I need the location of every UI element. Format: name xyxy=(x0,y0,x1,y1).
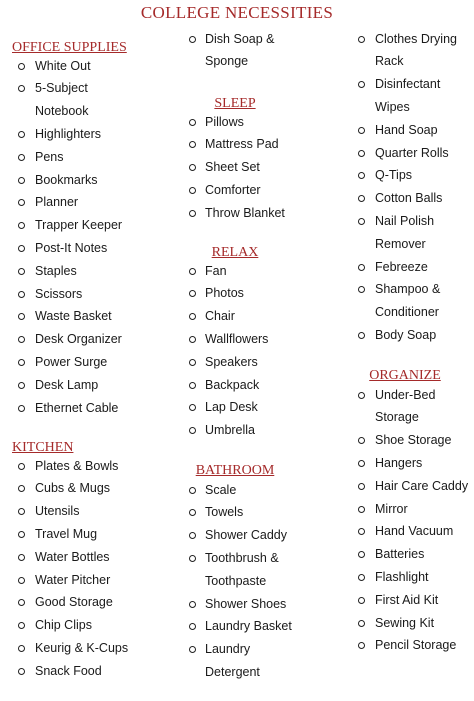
bullet-circle-icon xyxy=(18,599,25,606)
list-item: Bookmarks xyxy=(35,172,98,187)
list-item: Rack xyxy=(375,54,404,69)
list-item: Wallflowers xyxy=(205,332,269,346)
list-item: Pens xyxy=(35,149,64,164)
section-heading-relax: RELAX xyxy=(211,245,259,260)
list-item: Chip Clips xyxy=(35,618,92,633)
list-item: 5-Subject xyxy=(35,81,88,96)
bullet-circle-icon xyxy=(189,119,196,126)
list-item: Sponge xyxy=(205,54,249,69)
bullet-circle-icon xyxy=(18,531,25,538)
bullet-circle-icon xyxy=(358,506,365,513)
list-item: Planner xyxy=(35,195,79,210)
list-item: White Out xyxy=(35,58,91,73)
list-item: Sewing Kit xyxy=(375,615,435,630)
bullet-circle-icon xyxy=(358,620,365,627)
list-item: Scale xyxy=(205,482,237,497)
list-item: Detergent xyxy=(205,665,260,679)
bullet-circle-icon xyxy=(18,313,25,320)
bullet-circle-icon xyxy=(18,668,25,675)
bullet-circle-icon xyxy=(358,150,365,157)
bullet-circle-icon xyxy=(189,601,196,608)
bullet-circle-icon xyxy=(18,85,25,92)
list-item: Lap Desk xyxy=(205,400,258,415)
bullet-circle-icon xyxy=(189,532,196,539)
bullet-circle-icon xyxy=(358,195,365,202)
list-item: Power Surge xyxy=(35,355,108,369)
list-item: Flashlight xyxy=(375,570,429,584)
list-item: Water Bottles xyxy=(35,549,110,564)
list-item: Shower Shoes xyxy=(205,596,287,611)
bullet-circle-icon xyxy=(189,404,196,411)
bullet-circle-icon xyxy=(189,487,196,494)
list-item: Cubs & Mugs xyxy=(35,481,111,496)
section-heading-bathroom: BATHROOM xyxy=(195,463,275,478)
bullet-circle-icon xyxy=(18,463,25,470)
bullet-circle-icon xyxy=(189,210,196,217)
bullet-circle-icon xyxy=(189,187,196,194)
list-item: Batteries xyxy=(375,547,425,562)
bullet-circle-icon xyxy=(358,460,365,467)
bullet-circle-icon xyxy=(18,577,25,584)
list-item: Utensils xyxy=(35,504,80,519)
bullet-circle-icon xyxy=(189,268,196,275)
bullet-circle-icon xyxy=(358,551,365,558)
section-heading-organize: ORGANIZE xyxy=(369,368,441,383)
bullet-circle-icon xyxy=(18,222,25,229)
bullet-circle-icon xyxy=(189,509,196,516)
list-item: Photos xyxy=(205,286,244,301)
bullet-circle-icon xyxy=(18,131,25,138)
bullet-circle-icon xyxy=(358,483,365,490)
list-item: Snack Food xyxy=(35,663,102,678)
section-heading-office-supplies: OFFICE SUPPLIES xyxy=(12,40,127,55)
list-item: Laundry xyxy=(205,642,251,657)
list-item: Post-It Notes xyxy=(35,241,108,255)
list-item: Notebook xyxy=(35,104,89,119)
bullet-circle-icon xyxy=(18,63,25,70)
list-item: Throw Blanket xyxy=(205,205,285,220)
list-item: Scissors xyxy=(35,286,83,301)
list-item: Laundry Basket xyxy=(205,619,292,634)
bullet-circle-icon xyxy=(358,36,365,43)
list-item: Remover xyxy=(375,236,426,251)
list-item: Mattress Pad xyxy=(205,137,279,152)
list-item: Mirror xyxy=(375,501,408,516)
list-item: Cotton Balls xyxy=(375,191,443,206)
list-item: Quarter Rolls xyxy=(375,145,449,160)
bullet-circle-icon xyxy=(18,336,25,343)
bullet-circle-icon xyxy=(189,382,196,389)
list-item: Shampoo & xyxy=(375,282,441,297)
bullet-circle-icon xyxy=(358,127,365,134)
list-item: Sheet Set xyxy=(205,160,260,175)
bullet-circle-icon xyxy=(358,642,365,649)
bullet-circle-icon xyxy=(18,291,25,298)
list-item: Keurig & K-Cups xyxy=(35,641,129,655)
bullet-circle-icon xyxy=(189,141,196,148)
list-item: Hand Vacuum xyxy=(375,524,454,539)
bullet-circle-icon xyxy=(18,485,25,492)
bullet-circle-icon xyxy=(358,81,365,88)
list-item: Ethernet Cable xyxy=(35,400,119,415)
list-item: Hangers xyxy=(375,456,423,470)
bullet-circle-icon xyxy=(189,336,196,343)
list-item: First Aid Kit xyxy=(375,592,439,607)
list-item: Body Soap xyxy=(375,328,437,342)
list-item: Shoe Storage xyxy=(375,433,452,448)
list-item: Backpack xyxy=(205,377,260,392)
list-item: Toothbrush & xyxy=(205,551,279,565)
bullet-circle-icon xyxy=(189,623,196,630)
list-item: Nail Polish xyxy=(375,214,435,228)
bullet-circle-icon xyxy=(18,554,25,561)
bullet-circle-icon xyxy=(358,286,365,293)
bullet-circle-icon xyxy=(189,427,196,434)
list-item: Desk Lamp xyxy=(35,377,99,392)
section-heading-sleep: SLEEP xyxy=(214,96,256,111)
list-item: Clothes Drying xyxy=(375,31,457,46)
bullet-circle-icon xyxy=(189,359,196,366)
bullet-circle-icon xyxy=(18,622,25,629)
bullet-circle-icon xyxy=(358,597,365,604)
bullet-circle-icon xyxy=(358,332,365,339)
bullet-circle-icon xyxy=(358,392,365,399)
bullet-circle-icon xyxy=(189,290,196,297)
bullet-circle-icon xyxy=(18,382,25,389)
list-item: Desk Organizer xyxy=(35,332,122,347)
list-item: Highlighters xyxy=(35,127,102,141)
list-item: Trapper Keeper xyxy=(35,218,123,233)
bullet-circle-icon xyxy=(18,405,25,412)
bullet-circle-icon xyxy=(189,646,196,653)
bullet-circle-icon xyxy=(18,508,25,515)
bullet-circle-icon xyxy=(358,574,365,581)
list-item: Waste Basket xyxy=(35,309,112,324)
bullet-circle-icon xyxy=(18,177,25,184)
list-item: Comforter xyxy=(205,183,261,197)
list-item: Wipes xyxy=(375,100,410,114)
list-item: Chair xyxy=(205,309,235,324)
bullet-circle-icon xyxy=(358,264,365,271)
list-item: Pillows xyxy=(205,114,244,129)
list-item: Dish Soap & xyxy=(205,31,275,46)
list-item: Speakers xyxy=(205,354,258,369)
list-item: Shower Caddy xyxy=(205,528,287,543)
list-item: Pencil Storage xyxy=(375,638,457,653)
bullet-circle-icon xyxy=(18,245,25,252)
list-item: Hair Care Caddy xyxy=(375,478,469,493)
bullet-circle-icon xyxy=(18,154,25,161)
list-item: Good Storage xyxy=(35,595,113,610)
list-item: Disinfectant xyxy=(375,77,441,92)
list-item: Under-Bed xyxy=(375,387,436,402)
list-item: Plates & Bowls xyxy=(35,458,119,473)
bullet-circle-icon xyxy=(358,437,365,444)
bullet-circle-icon xyxy=(189,36,196,43)
bullet-circle-icon xyxy=(18,645,25,652)
list-item: Fan xyxy=(205,263,227,278)
bullet-circle-icon xyxy=(189,313,196,320)
section-heading-kitchen: KITCHEN xyxy=(12,440,74,455)
list-item: Towels xyxy=(205,505,244,520)
bullet-circle-icon xyxy=(189,555,196,562)
bullet-circle-icon xyxy=(18,359,25,366)
list-item: Conditioner xyxy=(375,305,439,320)
bullet-circle-icon xyxy=(189,164,196,171)
bullet-circle-icon xyxy=(18,199,25,206)
list-item: Febreeze xyxy=(375,259,428,274)
list-item: Q-Tips xyxy=(375,168,413,183)
list-item: Storage xyxy=(375,410,419,425)
bullet-circle-icon xyxy=(358,172,365,179)
bullet-circle-icon xyxy=(358,528,365,535)
list-item: Travel Mug xyxy=(35,527,98,541)
list-item: Umbrella xyxy=(205,423,256,438)
list-item: Staples xyxy=(35,263,77,278)
list-item: Water Pitcher xyxy=(35,572,111,587)
bullet-circle-icon xyxy=(18,268,25,275)
page-title: COLLEGE NECESSITIES xyxy=(140,3,334,22)
list-item: Toothpaste xyxy=(205,573,267,588)
bullet-circle-icon xyxy=(358,218,365,225)
list-item: Hand Soap xyxy=(375,122,438,137)
